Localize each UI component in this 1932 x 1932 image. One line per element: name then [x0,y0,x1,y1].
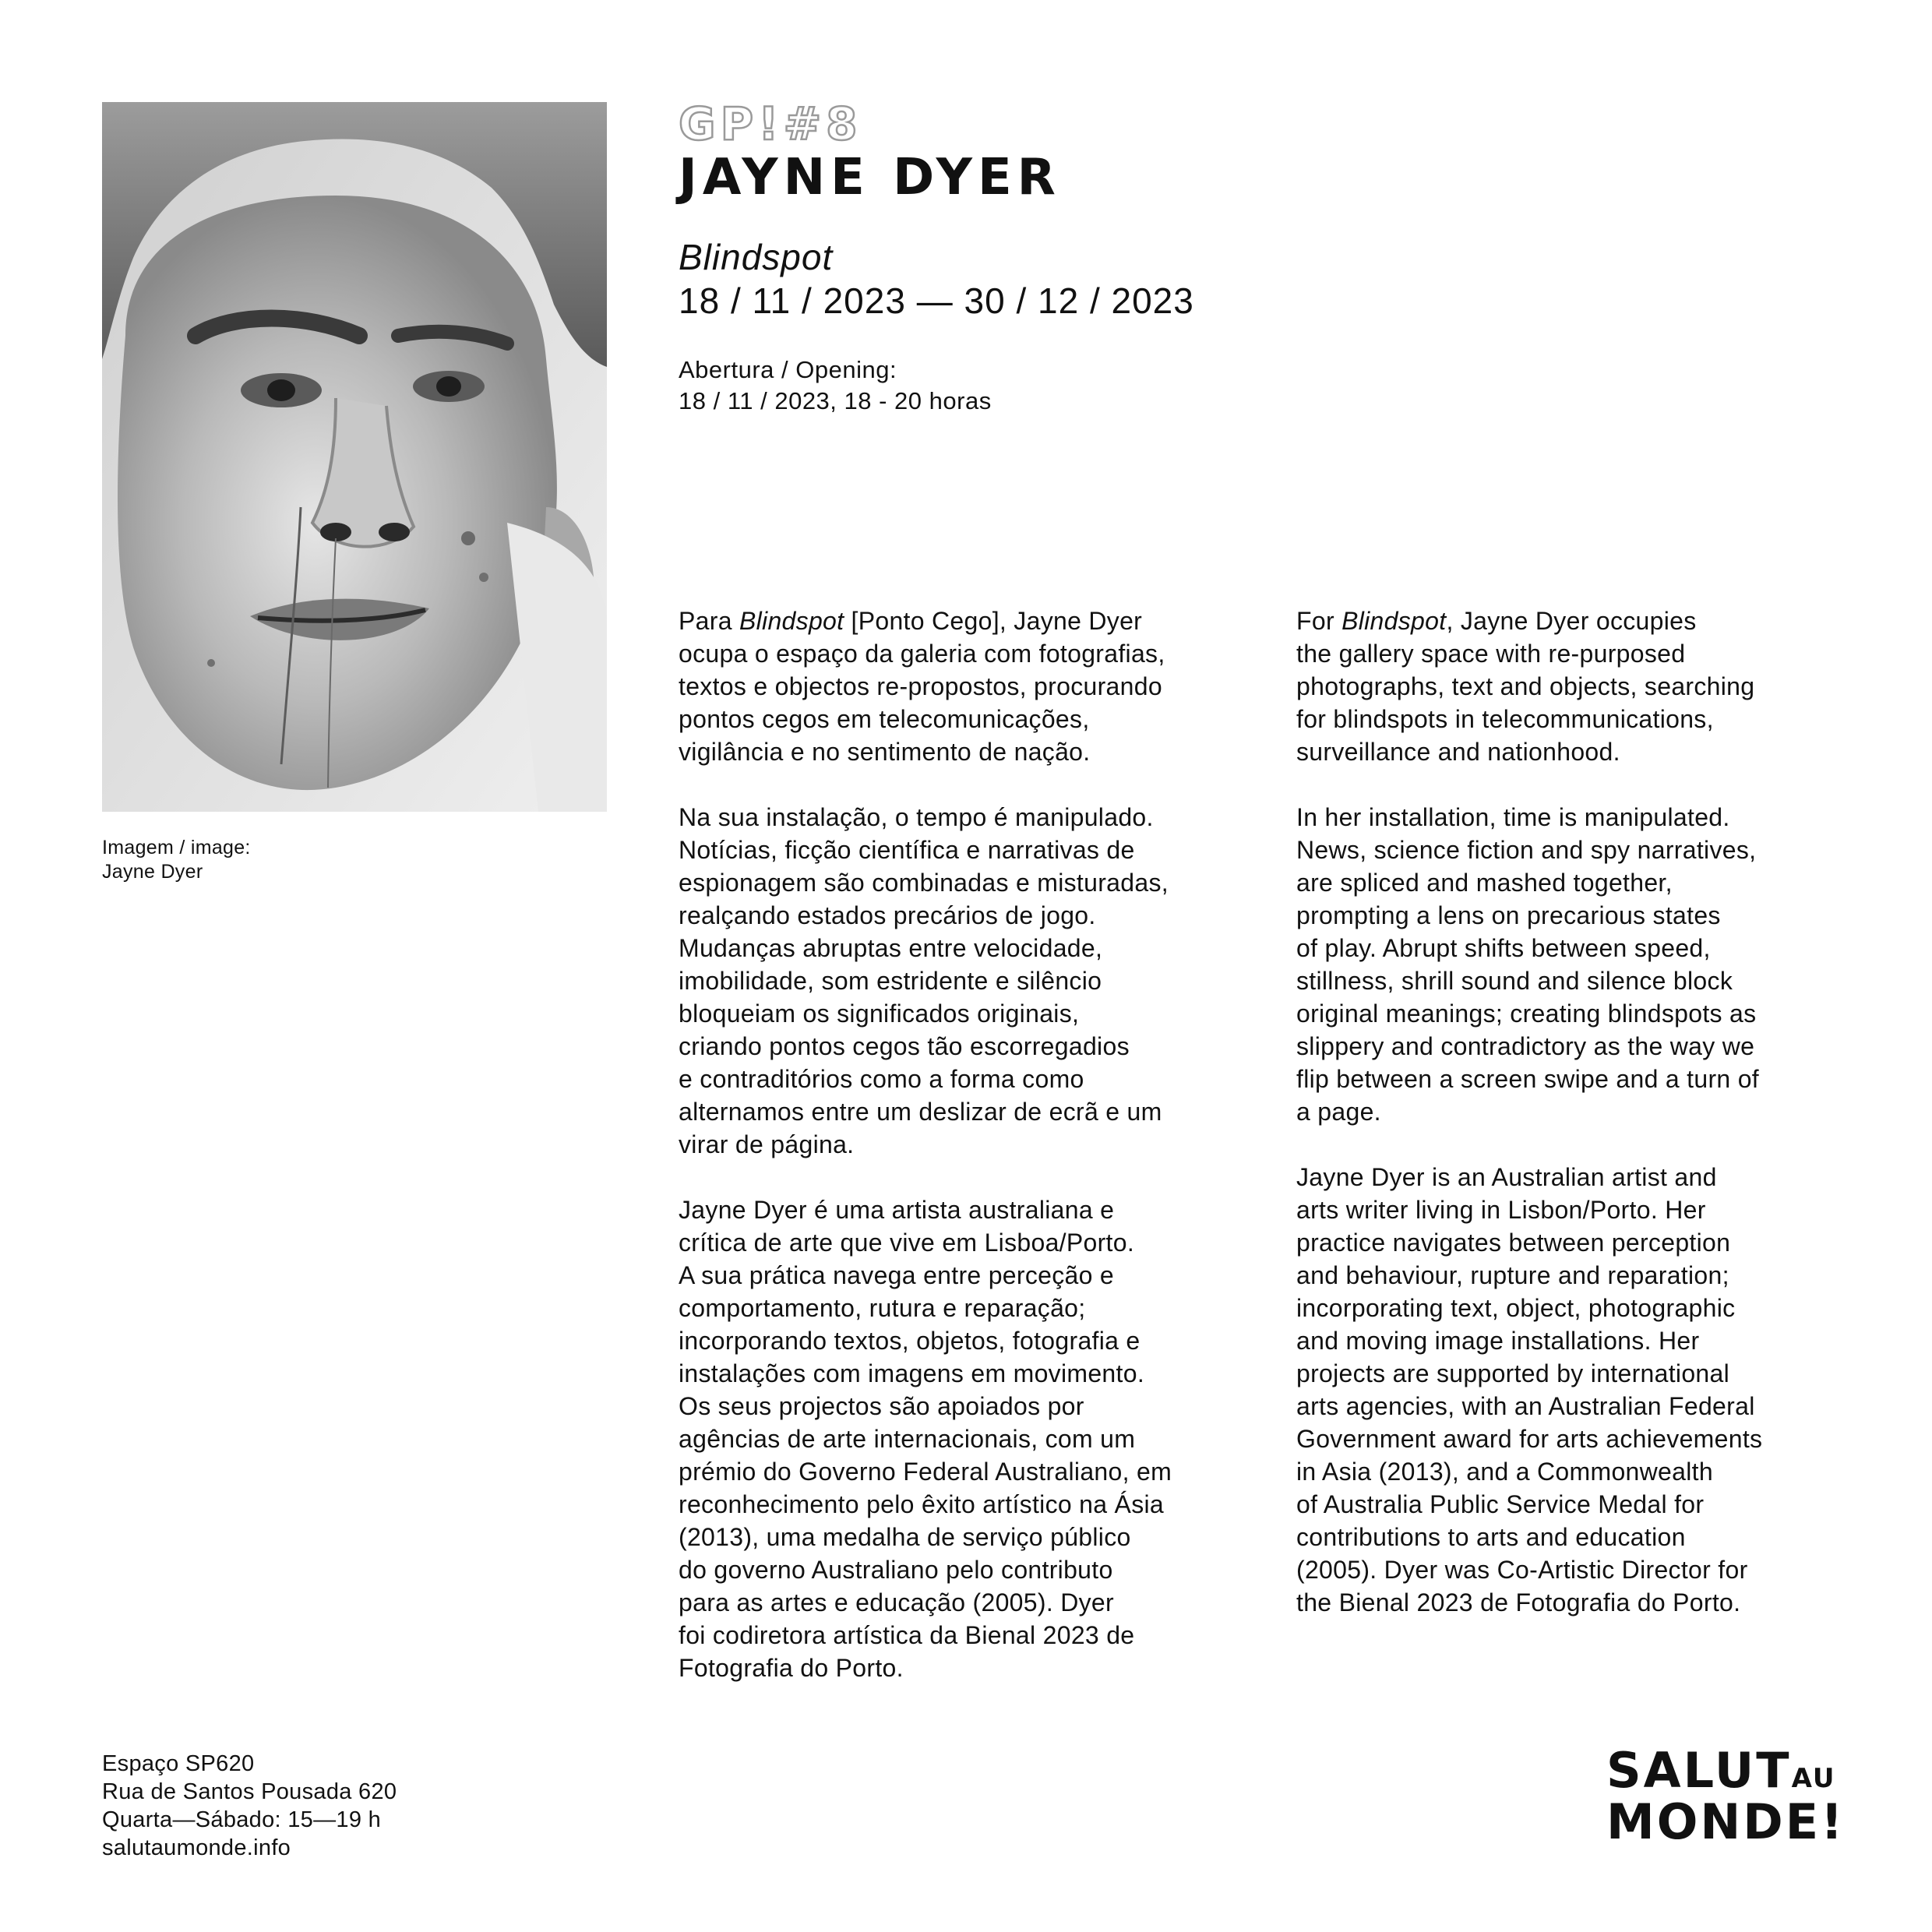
text-line: ocupa o espaço da galeria com fotografias, [679,640,1165,668]
text-line: of play. Abrupt shifts between speed, [1296,934,1711,962]
text-line: incorporating text, object, photographic [1296,1294,1736,1322]
text-segment: Para [679,607,739,635]
venue-info [102,1750,397,1862]
image-caption [102,836,251,884]
text-line: instalações com imagens em movimento. [679,1359,1145,1387]
text-line: vigilância e no sentimento de nação. [679,738,1091,766]
en-paragraph-3 [1296,1161,1873,1619]
pt-paragraph-2 [679,801,1255,1161]
venue-website-link[interactable]: salutaumonde.info [102,1835,291,1860]
text-line: A sua prática navega entre perceção e [679,1261,1115,1289]
text-line: In her installation, time is manipulated. [1296,803,1730,831]
text-line: flip between a screen swipe and a turn of [1296,1065,1759,1093]
text-line: e contraditórios como a forma como [679,1065,1084,1093]
text-line: Jayne Dyer is an Australian artist and [1296,1163,1717,1191]
text-line: practice navigates between perception [1296,1229,1731,1257]
text-line: agências de arte internacionais, com um [679,1425,1136,1453]
text-line: incorporando textos, objetos, fotografia e [679,1327,1141,1355]
text-line: prompting a lens on precarious states [1296,901,1721,929]
text-line: pontos cegos em telecomunicações, [679,705,1090,733]
venue-name: Espaço SP620 [102,1751,255,1776]
text-line: alternamos entre um deslizar de ecrã e um [679,1098,1162,1126]
en-paragraph-2 [1296,801,1873,1128]
logo-au: AU [1791,1763,1836,1794]
opening-label: Abertura / Opening: [679,356,897,383]
text-line: contributions to arts and education [1296,1523,1686,1551]
text-line: Notícias, ficção científica e narrativas de [679,836,1135,864]
text-line: in Asia (2013), and a Commonwealth [1296,1458,1713,1486]
text-line: News, science fiction and spy narratives, [1296,836,1757,864]
text-line: of Australia Public Service Medal for [1296,1490,1705,1518]
pt-paragraph-3 [679,1193,1255,1684]
artist-name: JAYNE DYER [679,149,1061,206]
series-tag: GP!#8 [679,97,862,150]
text-line: prémio do Governo Federal Australiano, em [679,1458,1172,1486]
text-line: and moving image installations. Her [1296,1327,1700,1355]
text-line: do governo Australiano pelo contributo [679,1556,1113,1584]
portuguese-text-column [679,605,1255,1717]
salut-au-monde-logo [1606,1742,1856,1850]
text-line: crítica de arte que vive em Lisboa/Porto. [679,1229,1135,1257]
text-line: (2013), uma medalha de serviço público [679,1523,1131,1551]
image-caption-label: Imagem / image: [102,837,251,858]
text-line: stillness, shrill sound and silence block [1296,967,1733,995]
text-line: (2005). Dyer was Co-Artistic Director for [1296,1556,1748,1584]
text-line: Os seus projectos são apoiados por [679,1392,1084,1420]
text-line: espionagem são combinadas e misturadas, [679,869,1169,897]
logo-salut: SALUT [1606,1742,1792,1799]
exhibition-dates: 18 / 11 / 2023 — 30 / 12 / 2023 [679,280,1194,321]
text-line [679,605,1255,637]
text-line: and behaviour, rupture and reparation; [1296,1261,1729,1289]
text-line: original meanings; creating blindspots as [1296,999,1757,1028]
text-line: photographs, text and objects, searching [1296,672,1755,700]
portrait-photo [102,102,607,812]
italic-title: Blindspot [739,607,844,635]
text-line: imobilidade, som estridente e silêncio [679,967,1102,995]
text-line: arts writer living in Lisbon/Porto. Her [1296,1196,1706,1224]
text-line: the Bienal 2023 de Fotografia do Porto. [1296,1588,1741,1616]
text-line: comportamento, rutura e reparação; [679,1294,1086,1322]
text-line: Fotografia do Porto. [679,1654,904,1682]
image-caption-credit: Jayne Dyer [102,861,203,883]
text-line: textos e objectos re-propostos, procurando [679,672,1162,700]
text-line: Na sua instalação, o tempo é manipulado. [679,803,1154,831]
text-line: foi codiretora artística da Bienal 2023 de [679,1621,1135,1649]
opening-info [679,354,992,417]
en-paragraph-1 [1296,605,1873,768]
logo-monde: MONDE! [1606,1793,1846,1850]
italic-title: Blindspot [1341,607,1447,635]
text-line: slippery and contradictory as the way we [1296,1032,1755,1060]
text-line: a page. [1296,1098,1381,1126]
text-line: Mudanças abruptas entre velocidade, [679,934,1103,962]
opening-time: 18 / 11 / 2023, 18 - 20 horas [679,387,992,414]
artist-portrait-image [102,102,607,812]
english-text-column [1296,605,1873,1652]
exhibition-title: Blindspot [679,237,834,277]
text-segment: [Ponto Cego], Jayne Dyer [844,607,1143,635]
text-line: criando pontos cegos tão escorregadios [679,1032,1130,1060]
text-line: projects are supported by international [1296,1359,1730,1387]
text-line: virar de página. [679,1130,855,1158]
text-line: para as artes e educação (2005). Dyer [679,1588,1114,1616]
venue-address: Rua de Santos Pousada 620 [102,1779,397,1804]
text-segment: For [1296,607,1342,635]
venue-hours: Quarta—Sábado: 15—19 h [102,1807,382,1832]
text-line [1296,605,1873,637]
pt-paragraph-1 [679,605,1255,768]
text-line: for blindspots in telecommunications, [1296,705,1714,733]
text-line: realçando estados precários de jogo. [679,901,1096,929]
text-line: are spliced and mashed together, [1296,869,1673,897]
text-line: the gallery space with re-purposed [1296,640,1686,668]
text-segment: , Jayne Dyer occupies [1446,607,1697,635]
text-line: Government award for arts achievements [1296,1425,1763,1453]
text-line: Jayne Dyer é uma artista australiana e [679,1196,1115,1224]
text-line: surveillance and nationhood. [1296,738,1620,766]
text-line: arts agencies, with an Australian Federal [1296,1392,1755,1420]
text-line: reconhecimento pelo êxito artístico na Ásia [679,1490,1165,1518]
text-line: bloqueiam os significados originais, [679,999,1080,1028]
